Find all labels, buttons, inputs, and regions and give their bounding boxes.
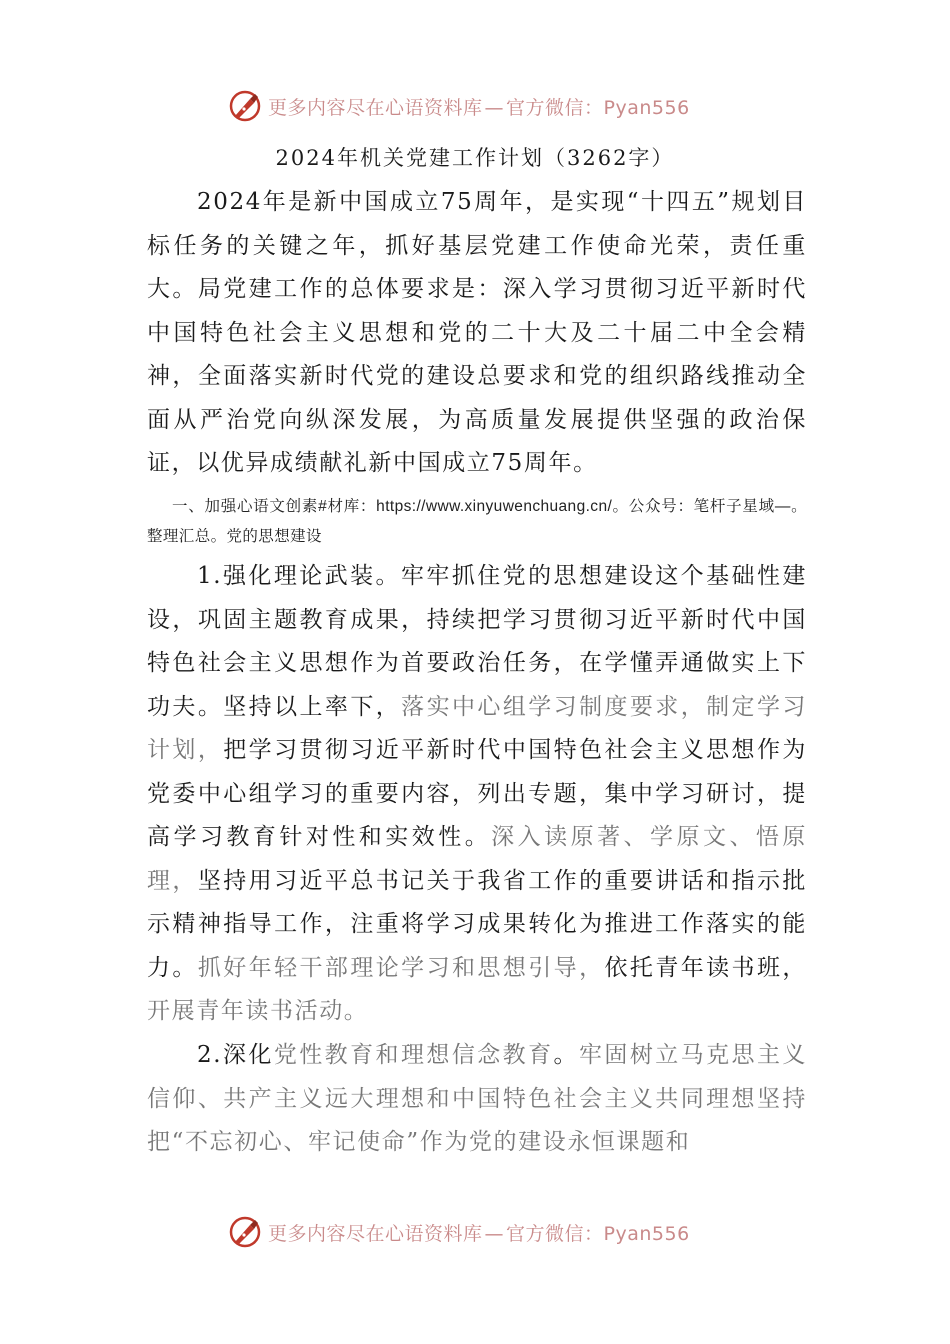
item-1-paragraph: 1.强化理论武装。牢牢抓住党的思想建设这个基础性建设，巩固主题教育成果，持续把学习贯彻习近平新时代中国特色社会主义思想作为首要政治任务，在学懂弄通做实上下功夫。坚持以上率下，落实中心组学习制度要求，制定学习计划，把学习贯彻习近平新时代中国特色社会主义思想作为党委中心组学习的重要内容，列出专题，集中学习研讨，提高学习教育针对性和实效性。深入读原著、学原文、悟原理，坚持用习近平总书记关于我省工作的重要讲话和指示批示精神指导工作，注重将学习成果转化为推进工作落实的能力。抓好年轻干部理论学习和思想引导，依托青年读书班，开展青年读书活动。: [147, 563, 808, 1024]
watermark-text: 更多内容尽在心语资料库 — 官方微信：Pyan556: [268, 1222, 690, 1245]
watermark-header: [0, 80, 950, 130]
watermark-footer: [0, 1206, 950, 1256]
page-title: 2024年机关党建工作计划（3262字）: [275, 146, 675, 170]
pen-nib-logo-icon: [228, 1215, 262, 1249]
pen-nib-logo-icon: [228, 89, 262, 123]
watermark-text: 更多内容尽在心语资料库 — 官方微信：Pyan556: [268, 96, 690, 119]
item-2-paragraph: 2.深化党性教育和理想信念教育。牢固树立马克思主义信仰、共产主义远大理想和中国特色社会主义共同理想坚持把“不忘初心、牢记使命”作为党的建设永恒课题和: [147, 1042, 807, 1155]
intro-paragraph: 2024年是新中国成立75周年，是实现“十四五”规划目标任务的关键之年，抓好基层党建工作使命光荣，责任重大。局党建工作的总体要求是：深入学习贯彻习近平新时代中国特色社会主义思想和党的二十大及二十届二中全会精神，全面落实新时代党的建设总要求和党的组织路线推动全面从严治党向纵深发展，为高质量发展提供坚强的政治保证，以优异成绩献礼新中国成立75周年。: [147, 189, 807, 476]
section-heading: 一、加强心语文创素#材库：https://www.xinyuwenchuang.cn/。公众号：笔杆子星域—。整理汇总。党的思想建设: [147, 498, 807, 545]
